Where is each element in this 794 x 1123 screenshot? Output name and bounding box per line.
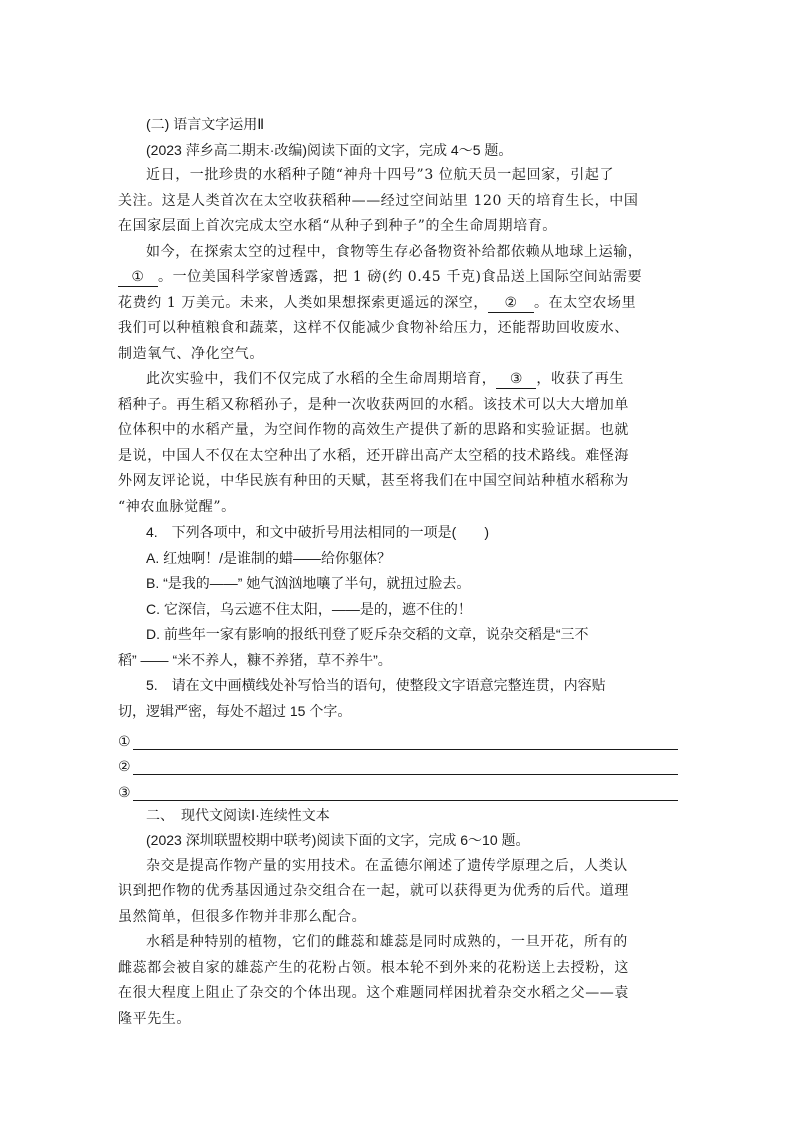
passage-line: 在国家层面上首次完成太空水稻“从种子到种子”的全生命周期培育。 <box>118 218 557 234</box>
passage-line: 关注。这是人类首次在太空收获稻种——经过空间站里 120 天的培育生长，中国 <box>118 192 639 209</box>
part2-heading: (二) 语言文字运用Ⅱ <box>146 116 265 132</box>
answer-underline[interactable] <box>133 735 678 750</box>
passage-line: 雌蕊都会被自家的雄蕊产生的花粉占领。根本轮不到外来的花粉送上去授粉，这 <box>118 959 629 976</box>
passage-line: 制造氧气、净化空气。 <box>118 345 264 362</box>
answer-line-1[interactable] <box>118 724 678 750</box>
passage-line: 位体积中的水稻产量，为空间作物的高效生产提供了新的思路和实验证据。也就 <box>118 422 629 438</box>
passage-line: 杂交是提高作物产量的实用技术。在孟德尔阐述了遗传学原理之后，人类认 <box>146 857 628 874</box>
passage-text: ，收获了再生 <box>536 371 625 387</box>
option-a[interactable]: A. 红烛啊！/是谁制的蜡——给你躯体？ <box>146 549 392 566</box>
answer-line-2[interactable] <box>118 750 678 776</box>
section-2-heading: 二、 现代文阅读Ⅰ·连续性文本 <box>146 806 330 823</box>
passage-line: 在很大程度上阻止了杂交的个体出现。这个难题同样困扰着杂交水稻之父——袁 <box>118 985 629 1001</box>
question-5-stem-continued: 切，逻辑严密，每处不超过 15 个字。 <box>118 702 352 719</box>
passage-line <box>118 291 678 317</box>
answer-marker: ③ <box>118 783 131 800</box>
option-b[interactable]: B. “是我的——” 她气汹汹地嚷了半句，就扭过脸去。 <box>146 575 471 591</box>
passage-text: 。在太空农场里 <box>534 294 637 311</box>
part2-source: (2023 萍乡高二期末·改编)阅读下面的文字，完成 4～5 题。 <box>146 141 513 158</box>
question-4-stem: 4. 下列各项中，和文中破折号用法相同的一项是( ) <box>146 524 489 540</box>
passage-line: 水稻是种特别的植物，它们的雌蕊和雄蕊是同时成熟的，一旦开花，所有的 <box>146 934 628 950</box>
passage-text: 花费约 1 万美元。未来，人类如果想探索更遥远的深空， <box>118 294 489 311</box>
document-page <box>118 112 678 1032</box>
passage-line: 我们可以种植粮食和蔬菜，这样不仅能减少食物补给压力，还能帮助回收废水、 <box>118 320 629 336</box>
section-2-source: (2023 深圳联盟校期中联考)阅读下面的文字，完成 6～10 题。 <box>146 832 530 848</box>
passage-line: 近日，一批珍贵的水稻种子随“神舟十四号”3 位航天员一起回家，引起了 <box>146 167 615 183</box>
answer-line-3[interactable] <box>118 775 678 801</box>
passage-line: 隆平先生。 <box>118 1010 191 1027</box>
passage-line: 识到把作物的优秀基因通过杂交组合在一起，就可以获得更为优秀的后代。道理 <box>118 883 629 899</box>
passage-line: “神农血脉觉醒”。 <box>118 498 236 515</box>
answer-underline[interactable] <box>133 760 678 775</box>
blank-2: ② <box>488 295 534 313</box>
answer-marker: ① <box>118 732 131 749</box>
passage-line: 是说，中国人不仅在太空种出了水稻，还开辟出高产太空稻的技术路线。难怪海 <box>118 447 629 464</box>
option-c[interactable]: C. 它深信，乌云遮不住太阳，——是的，遮不住的！ <box>146 600 472 617</box>
question-5 <box>118 673 678 801</box>
passage-text: 。一位美国科学家曾透露，把 1 磅(约 0.45 千克)食品送上国际空间站需要 <box>158 269 643 285</box>
blank-1: ① <box>118 269 158 287</box>
passage-line: 如今，在探索太空的过程中，食物等生存必备物资补给都依赖从地球上运输， <box>146 243 643 260</box>
option-d-continued: 稻” —— “米不养人，糠不养猪，草不养牛”。 <box>118 651 392 668</box>
passage-line <box>118 265 678 291</box>
passage-line <box>118 367 678 393</box>
blank-3: ③ <box>496 371 536 389</box>
passage-text: 此次实验中，我们不仅完成了水稻的全生命周期培育， <box>146 371 497 387</box>
passage-line: 外网友评论说，中华民族有种田的天赋，甚至将我们在中国空间站种植水稻称为 <box>118 473 629 489</box>
passage-line: 虽然简单，但很多作物并非那么配合。 <box>118 908 367 925</box>
passage-line: 稻种子。再生稻又称稻孙子，是种一次收获两回的水稻。该技术可以大大增加单 <box>118 396 629 413</box>
option-d[interactable]: D. 前些年一家有影响的报纸刊登了贬斥杂交稻的文章，说杂交稻是“三不 <box>146 626 589 642</box>
question-4 <box>118 520 678 673</box>
answer-marker: ② <box>118 758 131 774</box>
passage-2 <box>118 854 678 1033</box>
passage-1 <box>118 163 678 520</box>
answer-underline[interactable] <box>133 786 678 801</box>
question-5-stem: 5. 请在文中画横线处补写恰当的语句，使整段文字语意完整连贯，内容贴 <box>146 677 606 693</box>
